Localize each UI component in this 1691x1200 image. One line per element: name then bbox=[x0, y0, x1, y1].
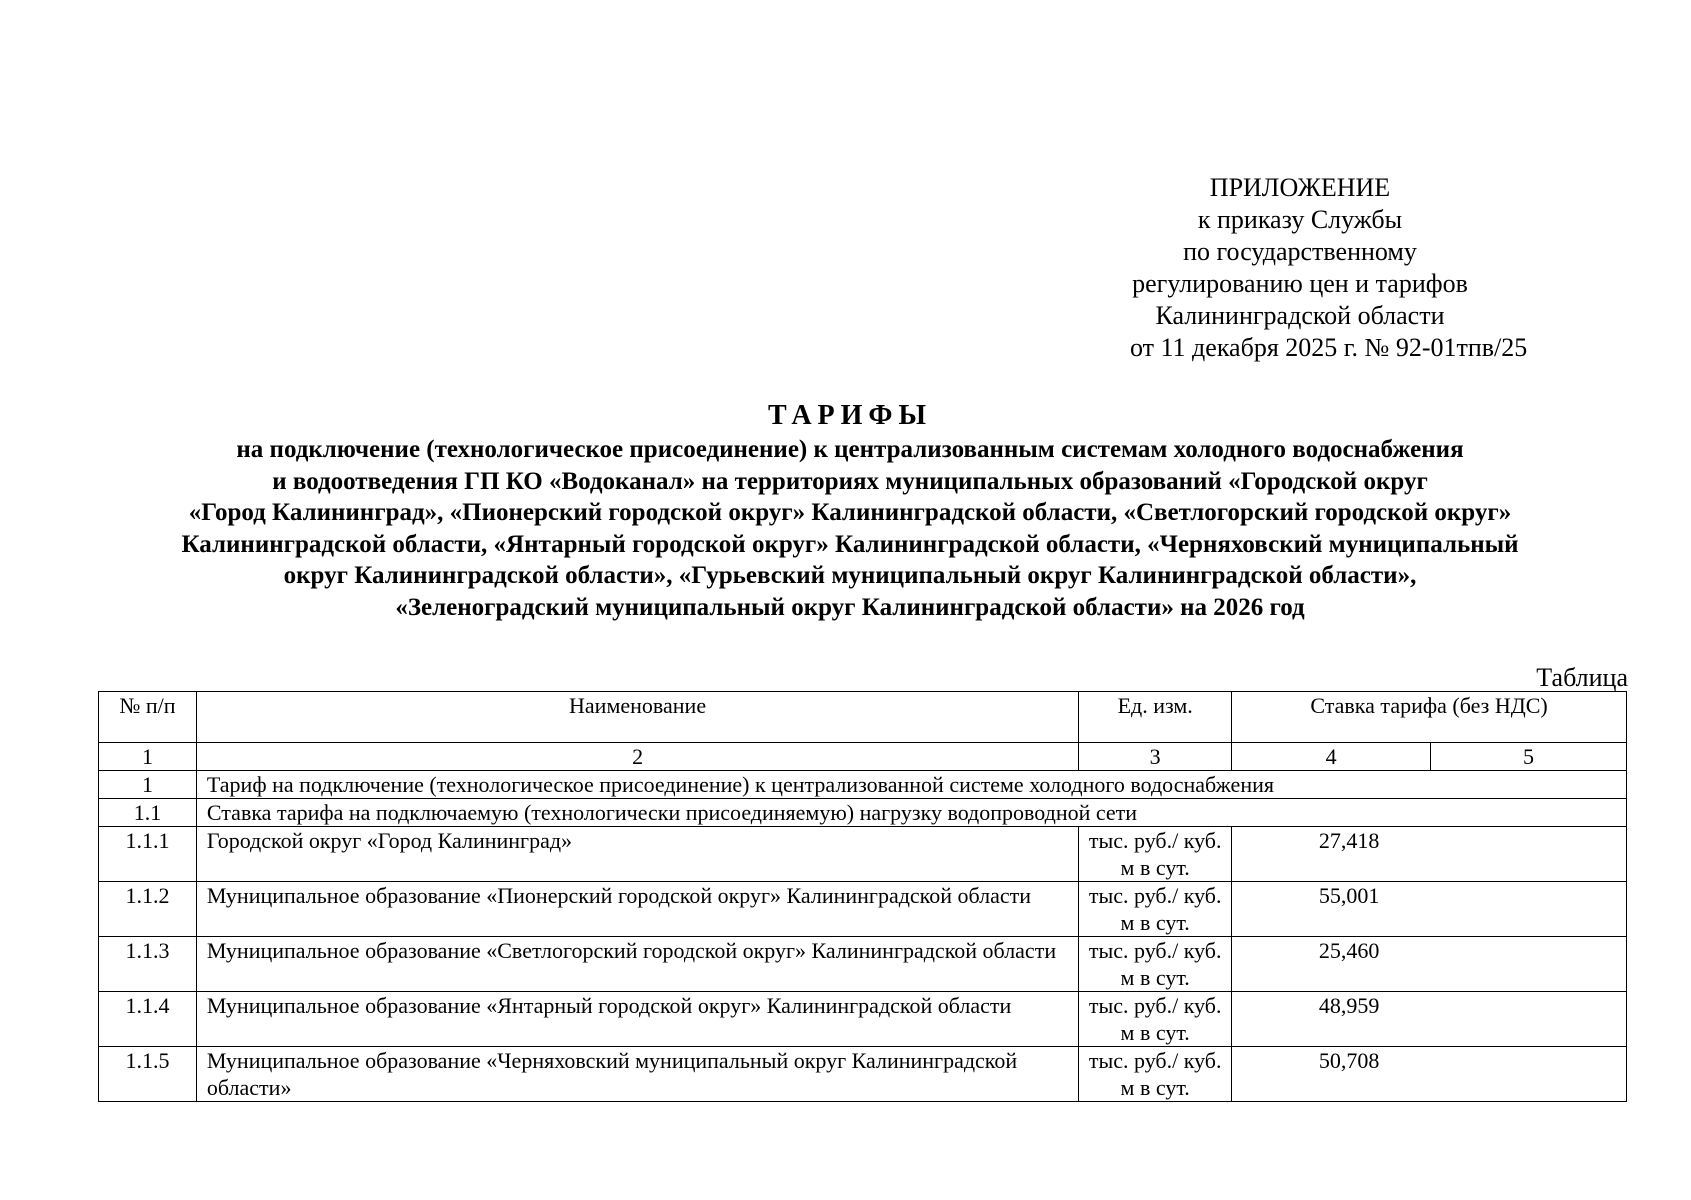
subsection-text: Ставка тарифа на подключаемую (технологически присоединяемую) нагрузку водопроводной сети bbox=[196, 799, 1626, 827]
row-unit: тыс. руб./ куб. м в сут. bbox=[1079, 992, 1232, 1047]
subsection-row bbox=[99, 799, 1627, 827]
title-line: и водоотведения ГП КО «Водоканал» на территориях муниципальных образований «Городской округ bbox=[272, 467, 1428, 495]
row-num: 1.1.5 bbox=[99, 1047, 197, 1102]
section-num: 1 bbox=[99, 771, 197, 799]
header-num: № п/п bbox=[99, 692, 197, 743]
row-value: 25,460 bbox=[1232, 937, 1627, 992]
row-num: 1.1.4 bbox=[99, 992, 197, 1047]
appendix-line: от 11 декабря 2025 г. № 92-01тпв/25 bbox=[1130, 333, 1528, 362]
row-unit: тыс. руб./ куб. м в сут. bbox=[1079, 1047, 1232, 1102]
header-name: Наименование bbox=[196, 692, 1078, 743]
header-unit: Ед. изм. bbox=[1079, 692, 1232, 743]
table-row bbox=[99, 937, 1627, 992]
row-unit: тыс. руб./ куб. м в сут. bbox=[1079, 882, 1232, 937]
section-row bbox=[99, 771, 1627, 799]
row-name: Городской округ «Город Калининград» bbox=[196, 827, 1078, 882]
appendix-block bbox=[1130, 172, 1528, 364]
row-value: 55,001 bbox=[1232, 882, 1627, 937]
title-main: ТАРИФЫ bbox=[768, 400, 932, 431]
row-num: 1.1.3 bbox=[99, 937, 197, 992]
row-unit: тыс. руб./ куб. м в сут. bbox=[1079, 937, 1232, 992]
row-unit: тыс. руб./ куб. м в сут. bbox=[1079, 827, 1232, 882]
title-line: «Город Калининград», «Пионерский городской округ» Калининградской области, «Светлогорский городской округ» bbox=[188, 499, 1512, 526]
row-value: 48,959 bbox=[1232, 992, 1627, 1047]
subsection-num: 1.1 bbox=[99, 799, 197, 827]
appendix-line: ПРИЛОЖЕНИЕ bbox=[1209, 173, 1391, 202]
table-row bbox=[99, 827, 1627, 882]
col-number: 2 bbox=[196, 743, 1078, 771]
table-row bbox=[99, 992, 1627, 1047]
section-text: Тариф на подключение (технологическое присоединение) к централизованной системе холодного водоснабжения bbox=[196, 771, 1626, 799]
col-number: 3 bbox=[1079, 743, 1232, 771]
title-line: округ Калининградской области», «Гурьевский муниципальный округ Калининградской области», bbox=[283, 562, 1417, 589]
title-line: «Зеленоградский муниципальный округ Калининградской области» на 2026 год bbox=[395, 593, 1305, 621]
table-caption: Таблица bbox=[1536, 663, 1628, 692]
row-name: Муниципальное образование «Янтарный городской округ» Калининградской области bbox=[196, 992, 1078, 1047]
table-row bbox=[99, 1047, 1627, 1102]
table-header-row bbox=[99, 692, 1627, 743]
document-title bbox=[60, 398, 1640, 623]
header-rate: Ставка тарифа (без НДС) bbox=[1232, 692, 1627, 743]
appendix-line: к приказу Службы bbox=[1197, 205, 1403, 234]
row-name: Муниципальное образование «Пионерский городской округ» Калининградской области bbox=[196, 882, 1078, 937]
row-num: 1.1.2 bbox=[99, 882, 197, 937]
col-number: 5 bbox=[1431, 743, 1627, 771]
title-line: Калининградской области, «Янтарный городской округ» Калининградской области, «Черняховский муниципальный bbox=[181, 530, 1519, 558]
appendix-line: по государственному bbox=[1183, 237, 1417, 266]
row-value: 27,418 bbox=[1232, 827, 1627, 882]
title-line: на подключение (технологическое присоединение) к централизованным системам холодного водоснабжения bbox=[236, 436, 1464, 463]
tariff-table bbox=[98, 691, 1627, 1102]
row-name: Муниципальное образование «Черняховский муниципальный округ Калининградской области» bbox=[196, 1047, 1078, 1102]
col-number: 1 bbox=[99, 743, 197, 771]
row-num: 1.1.1 bbox=[99, 827, 197, 882]
table-row bbox=[99, 882, 1627, 937]
appendix-line: регулированию цен и тарифов bbox=[1132, 269, 1468, 298]
col-number: 4 bbox=[1232, 743, 1431, 771]
appendix-line: Калининградской области bbox=[1155, 301, 1445, 330]
column-number-row bbox=[99, 743, 1627, 771]
row-name: Муниципальное образование «Светлогорский городской округ» Калининградской области bbox=[196, 937, 1078, 992]
row-value: 50,708 bbox=[1232, 1047, 1627, 1102]
